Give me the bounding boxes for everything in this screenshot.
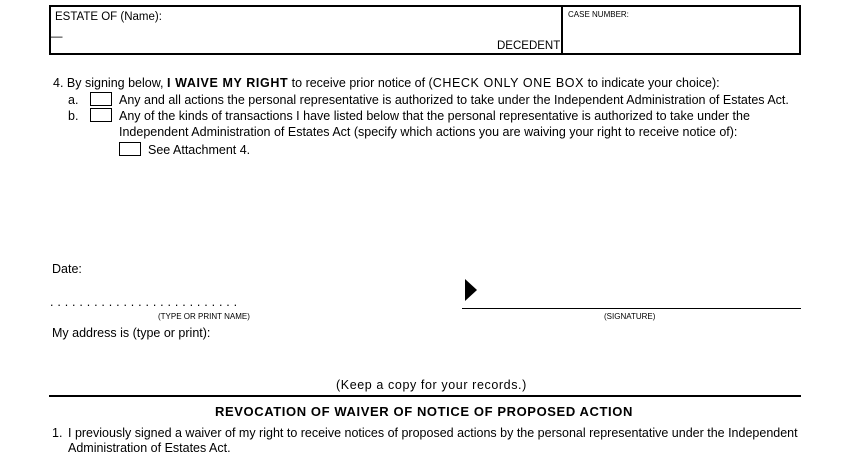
item4-num: 4. <box>53 76 64 90</box>
signature-line <box>462 308 801 309</box>
item4-tail: to indicate your choice): <box>587 76 720 90</box>
section-divider <box>49 395 801 397</box>
option-b-text-line1: Any of the kinds of transactions I have listed below that the personal representative is authorized to take under the <box>119 109 750 123</box>
revocation-item-text-line1: I previously signed a waiver of my right to receive notices of proposed actions by the personal representative under the Independent <box>68 426 798 440</box>
estate-of-label: ESTATE OF (Name): <box>55 11 162 23</box>
item4-heading <box>53 76 720 90</box>
print-name-field[interactable] <box>50 288 380 306</box>
revocation-title: REVOCATION OF WAIVER OF NOTICE OF PROPOSED ACTION <box>215 404 633 419</box>
waive-right-text: I WAIVE MY RIGHT <box>167 76 289 90</box>
option-b-checkbox[interactable] <box>90 108 112 122</box>
option-b-text-line2: Independent Administration of Estates Act (specify which actions you are waiving your right to receive notice of): <box>119 125 738 139</box>
check-one-box-text: CHECK ONLY ONE BOX <box>432 76 585 90</box>
keep-copy-note: (Keep a copy for your records.) <box>336 378 527 392</box>
revocation-item-text-line2: Administration of Estates Act. <box>68 441 231 455</box>
decedent-label: DECEDENT <box>497 40 561 52</box>
date-label: Date: <box>52 262 82 276</box>
revocation-item-num: 1. <box>52 426 63 440</box>
option-a-text: Any and all actions the personal representative is authorized to take under the Independent Administration of Estates Act. <box>119 93 789 107</box>
attachment-4-label: See Attachment 4. <box>148 143 251 157</box>
name-dotted-line: . . . . . . . . . . . . . . . . . . . . . . . . . . <box>50 295 238 309</box>
case-number-field[interactable] <box>564 22 798 52</box>
address-field[interactable] <box>52 344 800 374</box>
case-number-label: CASE NUMBER: <box>568 10 629 19</box>
signature-field[interactable] <box>480 282 800 306</box>
option-a-checkbox[interactable] <box>90 92 112 106</box>
option-b-letter: b. <box>68 109 79 123</box>
signature-arrow-icon <box>465 279 477 306</box>
attachment-4-checkbox[interactable] <box>119 142 141 156</box>
option-a-letter: a. <box>68 93 79 107</box>
caption-divider <box>561 5 563 55</box>
item4-lead: By signing below, <box>66 76 164 90</box>
specify-actions-area[interactable] <box>148 162 798 252</box>
date-field[interactable] <box>90 258 290 276</box>
address-label: My address is (type or print): <box>52 326 211 340</box>
signature-label: (SIGNATURE) <box>604 312 656 321</box>
name-dash: — <box>51 31 63 43</box>
type-or-print-name-label: (TYPE OR PRINT NAME) <box>158 312 250 321</box>
item4-mid: to receive prior notice of ( <box>291 76 433 90</box>
